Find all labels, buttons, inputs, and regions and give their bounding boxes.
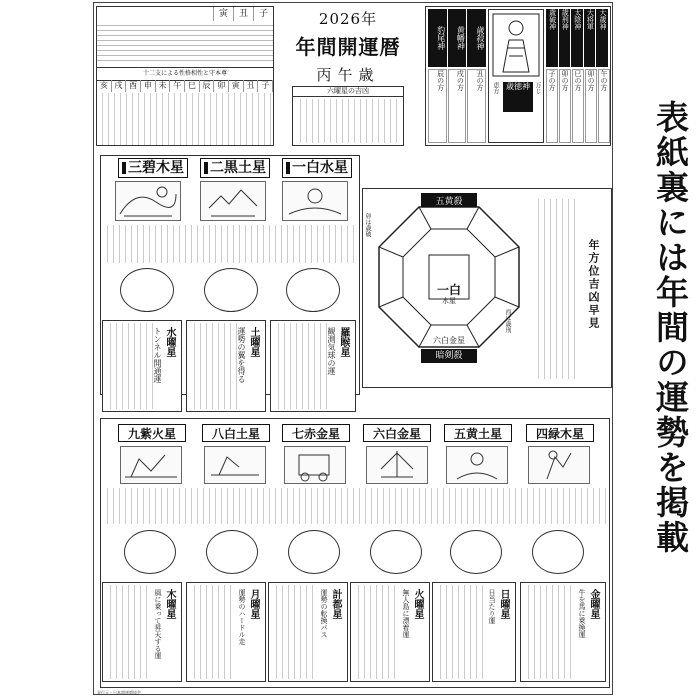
kami-tab: 歳破神 [546, 9, 558, 67]
promo-caption: 表紙裏には年間の運勢を掲載 [651, 100, 690, 555]
upper-fortune-grid [102, 225, 358, 263]
star-illustration [120, 446, 182, 484]
eto-top-cell: 丑 [233, 7, 253, 21]
bottom-star: 六白金星 [433, 336, 465, 345]
hoi-jin-box [425, 6, 611, 146]
star-title: 一白水星 [282, 158, 352, 178]
weekday-label: 土曜星 [248, 327, 259, 357]
gooh-label: 五黄殺 [435, 197, 463, 207]
direction-compass [206, 530, 258, 574]
direction-compass [532, 530, 584, 574]
weekday-box [186, 320, 266, 412]
kami-tab: 黄幡神 [448, 9, 467, 67]
eto-cell: 子 [258, 80, 273, 92]
toshitoku-heading: 歳徳神 [503, 82, 533, 112]
eto-cell: 巳 [185, 80, 200, 92]
weekday-label: 金曜星 [588, 589, 599, 619]
direction-compass [370, 530, 422, 574]
kami-dir: 午の方 [598, 69, 610, 143]
direction-compass [120, 268, 174, 312]
weekday-text-lines [189, 585, 235, 679]
direction-compass [286, 268, 340, 312]
star-title: 三碧木星 [118, 158, 188, 178]
junishi-lower-grid [97, 93, 273, 145]
weekday-text-lines [273, 323, 327, 409]
kami-left-dirs [428, 69, 486, 143]
eto-cell: 亥 [97, 80, 112, 92]
eto-cell: 未 [156, 80, 171, 92]
ankensatsu-label: 暗剣殺 [435, 351, 463, 361]
weekday-text-lines [353, 585, 399, 679]
weekday-box [432, 582, 516, 682]
weekday-text-lines [105, 323, 153, 409]
kami-tab: 歳刑神 [559, 9, 571, 67]
kami-tab: 大歳神 [596, 9, 608, 67]
weekday-motto: 運勢のハードル走 [238, 589, 246, 645]
weekday-text-lines [189, 323, 237, 409]
kami-dir: 辰の方 [428, 69, 447, 143]
hoi-title: 年方位吉凶早見 [587, 239, 600, 330]
weekday-text-lines [105, 585, 151, 679]
kami-dir: 巳の方 [572, 69, 584, 143]
direction-compass [288, 530, 340, 574]
junishi-top-row [97, 7, 273, 21]
year-label: 2026年 [318, 10, 378, 28]
star-title: 二黒土星 [200, 158, 270, 178]
weekday-box [350, 582, 430, 682]
eto-cell: 戌 [112, 80, 127, 92]
kami-right-tabs [546, 9, 608, 67]
rokuyo-heading: 六曜星の吉凶 [293, 87, 403, 97]
eto-cell: 申 [141, 80, 156, 92]
weekday-label: 水曜星 [164, 327, 175, 357]
eto-label: 丙午歳 [316, 66, 380, 84]
eto-top-cell: 寅 [213, 7, 233, 21]
kami-dir: 卯の方 [585, 69, 597, 143]
weekday-label: 計都星 [330, 589, 341, 619]
kami-dir: 丑の方 [467, 69, 486, 143]
direction-compass [204, 268, 258, 312]
weekday-box [186, 582, 266, 682]
weekday-box [270, 320, 356, 412]
rokuyo-box [292, 86, 404, 146]
hoi-text-lines [533, 199, 579, 379]
eto-top-cell: 子 [253, 7, 273, 21]
eto-cell: 酉 [126, 80, 141, 92]
eto-cell: 卯 [214, 80, 229, 92]
weekday-label: 木曜星 [164, 589, 175, 619]
left-side-note: 卯は歳破 [364, 213, 371, 237]
weekday-label: 火曜星 [412, 589, 423, 619]
weekday-motto: 運勢の転換パス [320, 589, 328, 638]
star-illustration [282, 181, 348, 221]
junishi-heading: 十二支による性格相性と守本尊 [97, 67, 273, 81]
weekday-label: 日曜星 [498, 589, 509, 619]
eto-cell: 辰 [200, 80, 215, 92]
weekday-text-lines [523, 585, 575, 679]
page-title: 年間開運暦 [295, 35, 401, 59]
lower-fortune-grid [102, 488, 608, 524]
weekday-motto: 無人島に漂着運 [402, 589, 410, 638]
junishi-table [96, 6, 274, 146]
kami-tab: 歳殺神 [467, 9, 486, 67]
star-illustration [446, 446, 508, 484]
weekday-text-lines [271, 585, 317, 679]
star-title: 八白土星 [202, 424, 270, 442]
kami-dir: 卯の方 [559, 69, 571, 143]
star-illustration [115, 181, 181, 221]
footer-note: 発行元・日本開運暦協会 [97, 690, 141, 695]
center-star-sub: 水星 [442, 297, 456, 305]
junishi-upper-grid [97, 21, 273, 65]
weekday-motto: 運勢の翼を得る [237, 327, 246, 383]
center-star: 一白 [436, 283, 461, 297]
eto-cell: 寅 [229, 80, 244, 92]
weekday-label: 月曜星 [248, 589, 259, 619]
star-illustration [200, 181, 266, 221]
star-illustration [204, 446, 266, 484]
right-side-note: 酉は歳刑 [504, 309, 511, 333]
toshitoku-deity-icon [489, 10, 543, 80]
star-title: 五黄土星 [444, 424, 512, 442]
kami-left-tabs [428, 9, 486, 67]
star-title: 六白金星 [363, 424, 431, 442]
weekday-motto: 風に乗って昇天する運 [154, 589, 162, 659]
eto-cell: 丑 [244, 80, 259, 92]
kami-tab: 太陰神 [571, 9, 583, 67]
hoi-chart-panel [362, 188, 612, 388]
toshitoku-sub: 恵方 [492, 82, 499, 94]
weekday-motto: 日当たり運 [488, 589, 496, 624]
weekday-motto: トンネル開通運 [153, 327, 162, 383]
kami-tab: 大将軍 [584, 9, 596, 67]
weekday-label: 羅睺星 [338, 327, 349, 357]
rokuyo-grid [295, 99, 401, 143]
weekday-box [102, 582, 182, 682]
eto-cell: 午 [170, 80, 185, 92]
star-illustration [528, 446, 590, 484]
toshitoku-label: 万じ [534, 82, 541, 94]
kami-right-dirs [546, 69, 608, 143]
weekday-box [520, 582, 606, 682]
star-illustration [284, 446, 346, 484]
toshitoku-panel [488, 9, 544, 143]
junishi-row [97, 80, 273, 92]
star-title: 七赤金星 [282, 424, 350, 442]
weekday-box [268, 582, 348, 682]
star-title: 四緑木星 [526, 424, 594, 442]
kami-tab: 豹尾神 [428, 9, 447, 67]
weekday-box [102, 320, 182, 412]
star-title: 九紫火星 [118, 424, 186, 442]
weekday-text-lines [435, 585, 485, 679]
direction-compass [124, 530, 176, 574]
weekday-motto: 牛を馬に乗換運 [578, 589, 586, 638]
kami-dir: 戌の方 [448, 69, 467, 143]
weekday-motto: 観測気球の運 [327, 327, 336, 375]
direction-compass [450, 530, 502, 574]
kami-dir: 子の方 [546, 69, 558, 143]
star-illustration [366, 446, 428, 484]
